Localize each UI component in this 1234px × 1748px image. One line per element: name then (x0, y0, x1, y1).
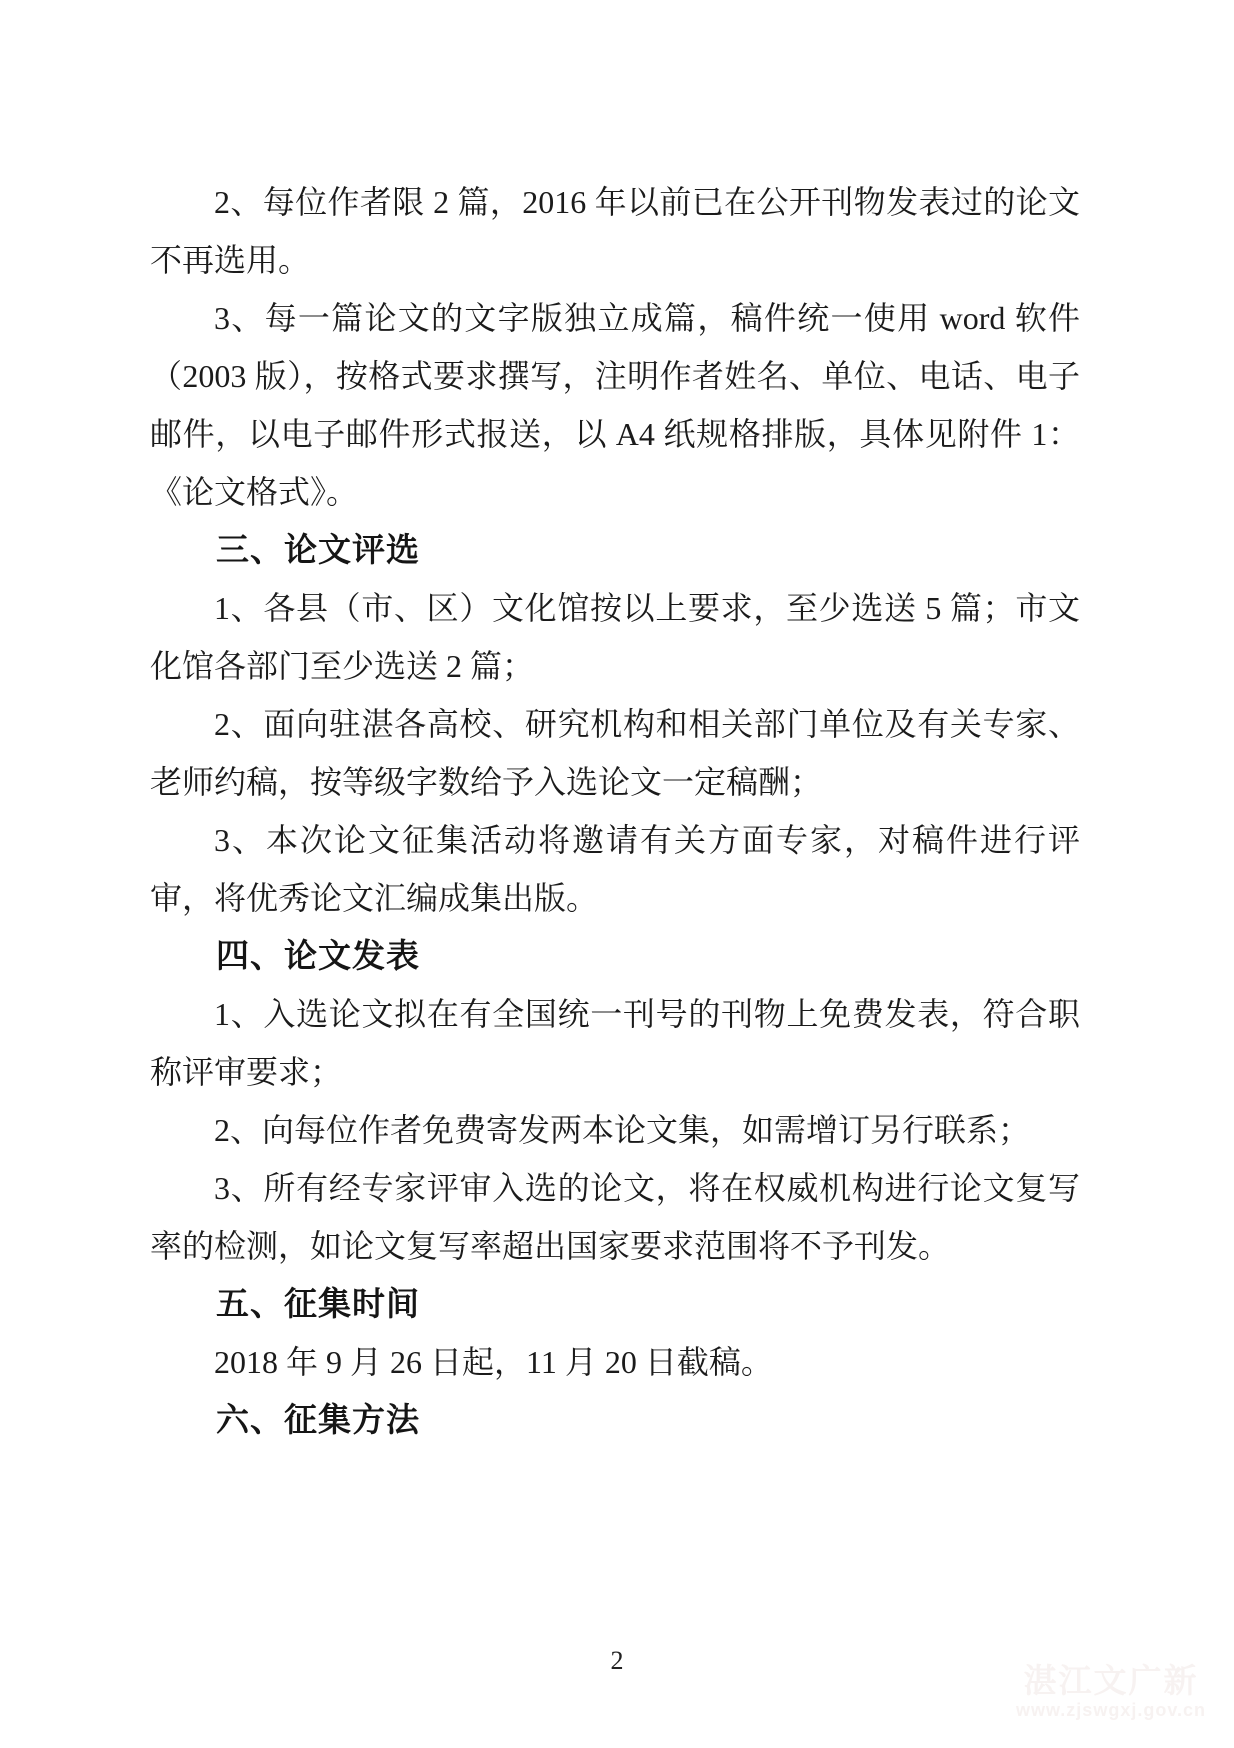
body-paragraph: 3、所有经专家评审入选的论文，将在权威机构进行论文复写率的检测，如论文复写率超出国家要求范围将不予刊发。 (150, 1170, 1080, 1264)
body-paragraph: 1、入选论文拟在有全国统一刊号的刊物上免费发表，符合职称评审要求； (150, 996, 1080, 1090)
section-heading: 三、论文评选 (216, 531, 420, 568)
document-body (150, 173, 1080, 1449)
page-number: 2 (610, 1646, 624, 1675)
watermark-url: www.zjswgxj.gov.cn (1015, 1700, 1206, 1720)
body-paragraph: 3、每一篇论文的文字版独立成篇，稿件统一使用 word 软件（2003 版），按格式要求撰写，注明作者姓名、单位、电话、电子邮件，以电子邮件形式报送，以 A4 纸规格排版，具体见附件 1：《论文格式》。 (150, 300, 1080, 510)
watermark-title: 湛江文广新 (1023, 1662, 1199, 1699)
body-paragraph: 2、面向驻湛各高校、研究机构和相关部门单位及有关专家、老师约稿，按等级字数给予入选论文一定稿酬； (150, 706, 1080, 800)
body-paragraph: 1、各县（市、区）文化馆按以上要求，至少选送 5 篇；市文化馆各部门至少选送 2 篇； (150, 590, 1080, 684)
body-paragraph: 2018 年 9 月 26 日起，11 月 20 日截稿。 (214, 1344, 773, 1380)
section-heading: 五、征集时间 (216, 1285, 420, 1322)
section-heading: 六、征集方法 (216, 1401, 420, 1438)
section-heading: 四、论文发表 (216, 937, 420, 974)
body-paragraph: 3、本次论文征集活动将邀请有关方面专家，对稿件进行评审，将优秀论文汇编成集出版。 (150, 822, 1080, 916)
body-paragraph: 2、向每位作者免费寄发两本论文集，如需增订另行联系； (214, 1112, 1031, 1148)
body-paragraph: 2、每位作者限 2 篇，2016 年以前已在公开刊物发表过的论文不再选用。 (150, 184, 1080, 278)
